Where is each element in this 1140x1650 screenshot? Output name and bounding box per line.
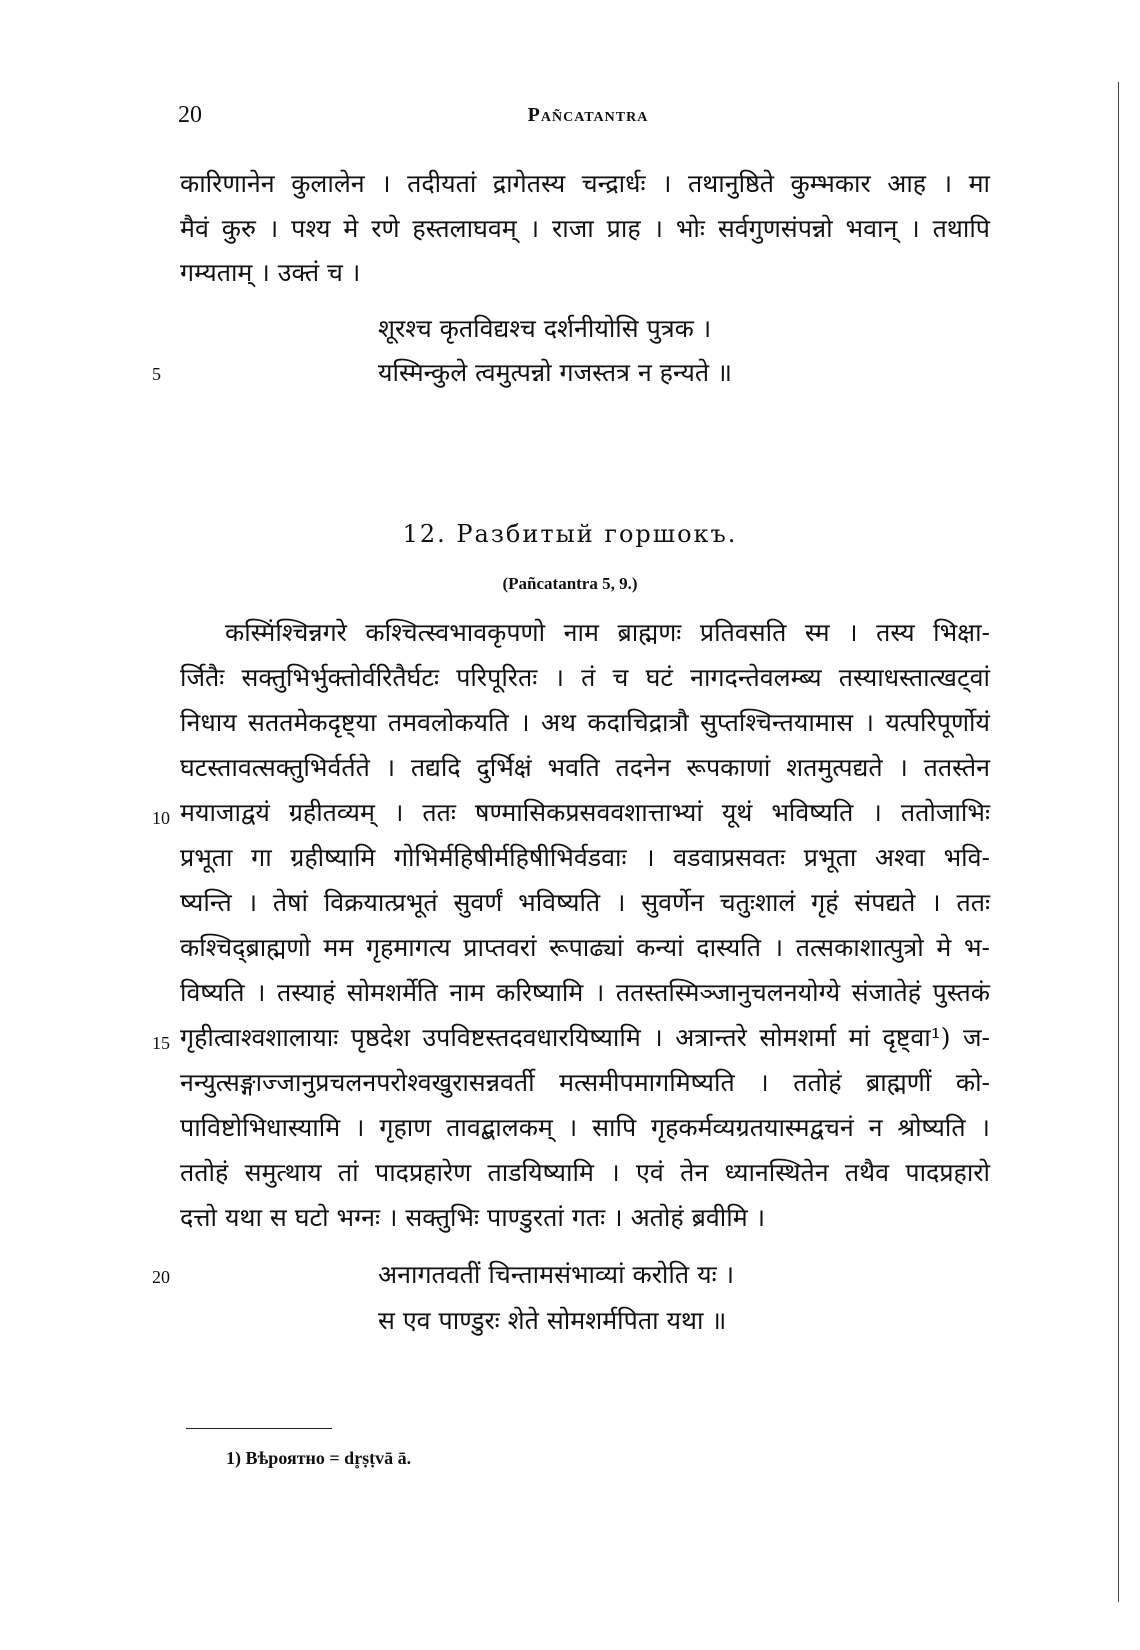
story-line: प्रभूता गा ग्रहीष्यामि गोभिर्महिषीर्महिषीभिर्वडवाः । वडवाप्रसवतः प्रभूता अश्वा भवि- (180, 843, 990, 872)
story-line: कस्मिंश्चिन्नगरे कश्चित्स्वभावकृपणो नाम ब्राह्मणः प्रतिवसति स्म । तस्य भिक्षा- (225, 618, 990, 647)
story-line: र्जितैः सक्तुभिर्भुक्तोर्वरितैर्घटः परिपूरितः । तं च घटं नागदन्तेवलम्ब्य तस्याधस्तात्खट्वां (180, 663, 990, 692)
story-line: गृहीत्वाश्वशालायाः पृष्ठदेश उपविष्टस्तदवधारयिष्यामि । अत्रान्तरे सोमशर्मा मां दृष्ट्वा¹) ज- (180, 1023, 990, 1052)
page-edge-rule (1118, 82, 1119, 1602)
story-line: कश्चिद्ब्राह्मणो मम गृहमागत्य प्राप्तवरां रूपाढ्यां कन्यां दास्यति । तत्सकाशात्पुत्रो मे भ- (180, 933, 990, 962)
story-line: दत्तो यथा स घटो भग्नः । सक्तुभिः पाण्डुरतां गतः । अतोहं ब्रवीमि । (180, 1203, 766, 1232)
prose-line: कारिणानेन कुलालेन । तदीयतां द्रागेतस्य चन्द्रार्धः । तथानुष्ठिते कुम्भकार आह । मा (180, 169, 990, 198)
verse-line: यस्मिन्कुले त्वमुत्पन्नो गजस्तत्र न हन्यते ॥ (378, 358, 732, 387)
line-number: 15 (152, 1033, 170, 1053)
prose-line: गम्यताम् । उक्तं च । (180, 258, 361, 287)
story-line: मयाजाद्वयं ग्रहीतव्यम् । ततः षण्मासिकप्रसववशात्ताभ्यां यूथं भविष्यति । ततोजाभिः (180, 798, 990, 827)
section-title: 12. Разбитый горшокъ. (402, 520, 738, 548)
running-title: Pañcatantra (527, 104, 649, 126)
story-line: विष्यति । तस्याहं सोमशर्मेति नाम करिष्यामि । ततस्तस्मिञ्जानुचलनयोग्ये संजातेहं पुस्तकं (180, 978, 990, 1007)
story-line: पाविष्टोभिधास्यामि । गृहाण तावद्बालकम् । सापि गृहकर्मव्यग्रतयास्मद्वचनं न श्रोष्यति । (180, 1113, 990, 1142)
story-line: निधाय सततमेकदृष्ट्या तमवलोकयति । अथ कदाचिद्रात्रौ सुप्तश्चिन्तयामास । यत्परिपूर्णोयं (180, 708, 990, 737)
section-source: (Pañcatantra 5, 9.) (502, 574, 638, 593)
footnote: 1) Вѣроятно = dr̥ṣṭvā ā. (226, 1448, 412, 1468)
page-number: 20 (178, 102, 202, 128)
verse-line: स एव पाण्डुरः शेते सोमशर्मपिता यथा ॥ (378, 1306, 727, 1335)
story-line: ततोहं समुत्थाय तां पादप्रहारेण ताडयिष्यामि । एवं तेन ध्यानस्थितेन तथैव पादप्रहारो (180, 1158, 990, 1187)
verse-line: अनागतवतीं चिन्तामसंभाव्यां करोति यः । (378, 1260, 735, 1289)
footnote-rule (186, 1428, 332, 1429)
line-number: 10 (152, 808, 170, 828)
story-line: घटस्तावत्सक्तुभिर्वर्तते । तद्यदि दुर्भिक्षं भवति तदनेन रूपकाणां शतमुत्पद्यते । ततस्तेन (180, 753, 990, 782)
page-header (178, 102, 998, 142)
line-number: 5 (152, 364, 161, 384)
story-line: नन्युत्सङ्गाज्जानुप्रचलनपरोश्वखुरासन्नवर्ती मत्समीपमागमिष्यति । ततोहं ब्राह्मणीं को- (180, 1068, 990, 1097)
line-number: 20 (152, 1267, 170, 1287)
story-line: ष्यन्ति । तेषां विक्रयात्प्रभूतं सुवर्णं भविष्यति । सुवर्णेन चतुःशालं गृहं संपद्यते । ततः (180, 888, 990, 917)
prose-line: मैवं कुरु । पश्य मे रणे हस्तलाघवम् । राजा प्राह । भोः सर्वगुणसंपन्नो भवान् । तथापि (180, 214, 990, 243)
verse-line: शूरश्च कृतविद्यश्च दर्शनीयोसि पुत्रक । (378, 314, 712, 343)
